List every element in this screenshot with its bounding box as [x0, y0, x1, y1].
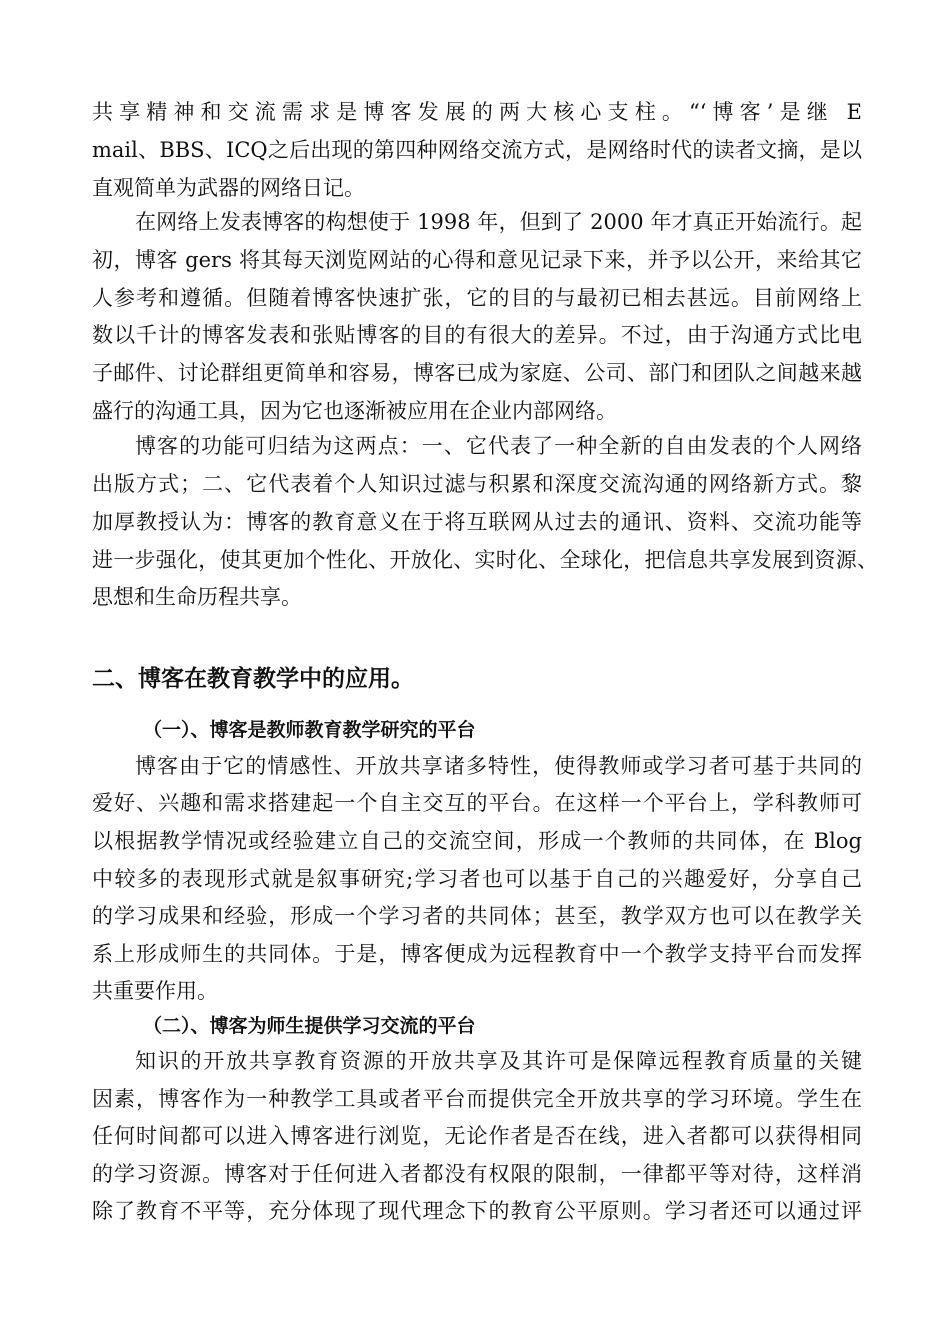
paragraph-line: 以根据教学情况或经验建立自己的交流空间，形成一个教师的共同体，在 Blog: [92, 829, 862, 853]
paragraph-line: 进一步强化，使其更加个性化、开放化、实时化、全球化，把信息共享发展到资源、: [92, 548, 878, 572]
paragraph-line: 中较多的表现形式就是叙事研究;学习者也可以基于自己的兴趣爱好，分享自己: [92, 867, 862, 891]
section-heading: 二、博客在教育教学中的应用。: [92, 666, 414, 692]
paragraph-line: 初，博客 gers 将其每天浏览网站的心得和意见记录下来，并予以公开，来给其它: [92, 248, 862, 272]
paragraph-line: mail、BBS、ICQ之后出现的第四种网络交流方式，是网络时代的读者文摘，是以: [92, 138, 862, 162]
paragraph-line: 任何时间都可以进入博客进行浏览，无论作者是否在线，进入者都可以获得相同: [92, 1124, 862, 1148]
paragraph-line: 思想和生命历程共享。: [92, 585, 302, 609]
paragraph-line: 除了教育不平等，充分体现了现代理念下的教育公平原则。学习者还可以通过评: [92, 1199, 862, 1223]
paragraph-line: 在网络上发表博客的构想使于 1998 年，但到了 2000 年才真正开始流行。起: [135, 210, 862, 234]
paragraph-line: 盛行的沟通工具，因为它也逐渐被应用在企业内部网络。: [92, 399, 617, 423]
paragraph-line: 出版方式；二、它代表着个人知识过滤与积累和深度交流沟通的网络新方式。黎: [92, 472, 862, 496]
paragraph-line: 因素，博客作为一种教学工具或者平台而提供完全开放共享的学习环境。学生在: [92, 1087, 862, 1111]
paragraph-line: 博客由于它的情感性、开放共享诸多特性，使得教师或学习者可基于共同的: [135, 754, 862, 778]
paragraph-line: 人参考和遵循。但随着博客快速扩张，它的目的与最初已相去甚远。目前网络上: [92, 286, 862, 310]
paragraph-line: 直观简单为武器的网络日记。: [92, 176, 365, 200]
paragraph-line: 系上形成师生的共同体。于是，博客便成为远程教育中一个教学支持平台而发挥: [92, 942, 862, 966]
paragraph-line: 子邮件、讨论群组更简单和容易，博客已成为家庭、公司、部门和团队之间越来越: [92, 361, 862, 385]
paragraph-line: 博客的功能可归结为这两点：一、它代表了一种全新的自由发表的个人网络: [135, 434, 862, 458]
subsection-heading: （二）、博客为师生提供学习交流的平台: [143, 1015, 476, 1037]
paragraph-line: 爱好、兴趣和需求搭建起一个自主交互的平台。在这样一个平台上，学科教师可: [92, 791, 862, 815]
paragraph-line: 共重要作用。: [92, 979, 218, 1003]
paragraph-line: 共享精神和交流需求是博客发展的两大核心支柱。“‘博客’是继 E: [92, 100, 862, 124]
paragraph-line: 的学习资源。博客对于任何进入者都没有权限的限制，一律都平等对待，这样消: [92, 1162, 862, 1186]
paragraph-line: 数以千计的博客发表和张贴博客的目的有很大的差异。不过，由于沟通方式比电: [92, 323, 862, 347]
paragraph-line: 加厚教授认为：博客的教育意义在于将互联网从过去的通讯、资料、交流功能等: [92, 510, 862, 534]
subsection-heading: （一）、博客是教师教育教学研究的平台: [143, 719, 476, 741]
paragraph-line: 知识的开放共享教育资源的开放共享及其许可是保障远程教育质量的关键: [135, 1049, 862, 1073]
paragraph-line: 的学习成果和经验，形成一个学习者的共同体；甚至，教学双方也可以在教学关: [92, 904, 862, 928]
